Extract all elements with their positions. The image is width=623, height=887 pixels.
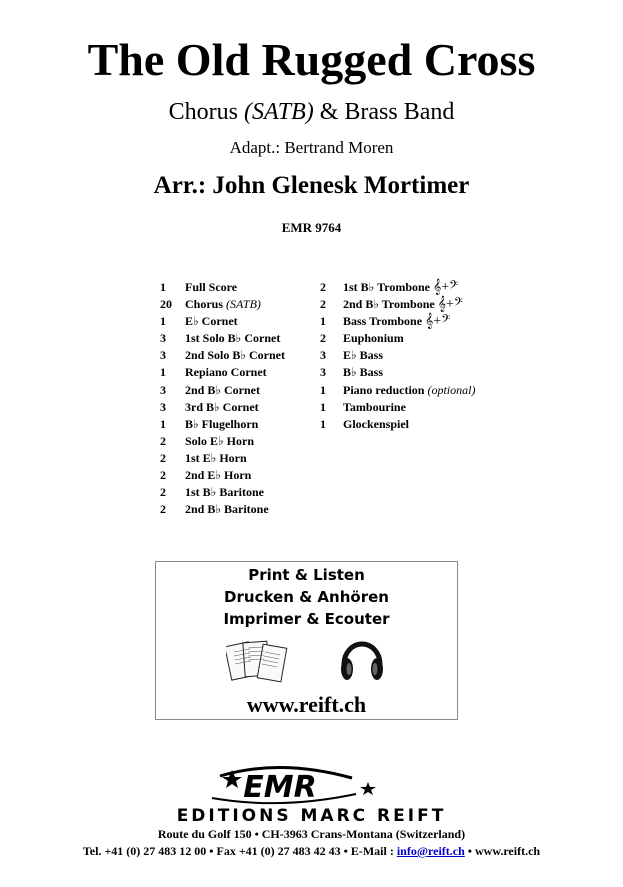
part-name bbox=[185, 399, 259, 416]
part-name bbox=[185, 279, 237, 296]
part-note: (SATB) bbox=[226, 297, 261, 312]
part-name bbox=[343, 347, 383, 364]
part-name bbox=[185, 296, 261, 313]
part-name-text: 1st Solo B♭ Cornet bbox=[185, 331, 281, 346]
part-name-text: Chorus bbox=[185, 297, 224, 312]
part-name bbox=[185, 484, 264, 501]
part-name-text: Tambourine bbox=[343, 399, 406, 414]
email-link[interactable]: info@reift.ch bbox=[396, 844, 465, 858]
part-name bbox=[185, 347, 285, 364]
part-name-text: 2nd B♭ Baritone bbox=[185, 502, 269, 517]
part-quantity: 2 bbox=[160, 502, 166, 517]
part-quantity: 2 bbox=[160, 485, 166, 500]
part-name bbox=[185, 416, 258, 433]
part-name bbox=[185, 467, 251, 484]
part-quantity: 1 bbox=[160, 280, 166, 294]
part-quantity: 3 bbox=[320, 365, 326, 380]
sheet-music-icon bbox=[226, 638, 288, 688]
part-name-text: Glockenspiel bbox=[343, 416, 410, 431]
part-quantity: 3 bbox=[160, 382, 166, 397]
part-quantity: 1 bbox=[320, 416, 326, 431]
print-listen-box[interactable] bbox=[155, 561, 458, 720]
subtitle-pre: Chorus bbox=[168, 99, 244, 125]
part-quantity: 1 bbox=[160, 365, 166, 380]
emr-logo bbox=[180, 764, 380, 806]
part-quantity: 1 bbox=[320, 314, 326, 329]
promo-line-english: Print & Listen bbox=[248, 566, 365, 584]
page-title: The Old Rugged Cross bbox=[87, 34, 536, 85]
part-name-text: Full Score bbox=[185, 280, 238, 294]
promo-url[interactable]: www.reift.ch bbox=[246, 692, 367, 717]
part-name bbox=[343, 296, 463, 313]
part-quantity: 3 bbox=[160, 348, 166, 363]
part-quantity: 3 bbox=[160, 399, 166, 414]
part-name bbox=[185, 330, 280, 347]
part-quantity: 1 bbox=[320, 399, 326, 414]
part-name-text: E♭ Cornet bbox=[185, 314, 238, 329]
part-name-text: B♭ Flugelhorn bbox=[185, 416, 259, 431]
part-name bbox=[185, 433, 254, 450]
part-quantity: 1 bbox=[160, 314, 166, 329]
part-name-text: Solo E♭ Horn bbox=[185, 433, 255, 448]
subtitle-voicing: (SATB) bbox=[243, 99, 314, 125]
part-name-text: 2nd B♭ Cornet bbox=[185, 382, 260, 397]
part-name bbox=[343, 399, 406, 416]
clef-icon: 𝄞+𝄢 bbox=[433, 280, 459, 295]
part-quantity: 3 bbox=[160, 331, 166, 346]
part-name-text: 2nd Solo B♭ Cornet bbox=[185, 348, 286, 363]
part-name-text: E♭ Bass bbox=[343, 348, 384, 363]
contact-website: • www.reift.ch bbox=[464, 844, 541, 858]
part-quantity: 2 bbox=[320, 297, 326, 312]
part-name-text: 1st B♭ Trombone bbox=[343, 280, 431, 294]
part-note: (optional) bbox=[427, 382, 476, 397]
part-name bbox=[185, 450, 247, 467]
part-name-text: 1st E♭ Horn bbox=[185, 450, 247, 465]
part-name-text: Euphonium bbox=[343, 331, 404, 346]
part-name-text: 1st B♭ Baritone bbox=[185, 485, 264, 500]
promo-line-german: Drucken & Anhören bbox=[224, 588, 389, 606]
clef-icon: 𝄞+𝄢 bbox=[437, 297, 463, 313]
part-name-text: Bass Trombone bbox=[343, 314, 423, 329]
part-quantity: 2 bbox=[160, 433, 166, 448]
catalog-number: EMR 9764 bbox=[281, 220, 342, 235]
subtitle bbox=[0, 97, 623, 127]
part-name-text: B♭ Bass bbox=[343, 365, 384, 380]
part-quantity: 2 bbox=[320, 331, 326, 346]
part-name bbox=[185, 382, 260, 399]
part-quantity: 3 bbox=[320, 348, 326, 363]
part-quantity: 2 bbox=[320, 280, 326, 294]
publisher-contact bbox=[0, 844, 623, 859]
part-quantity: 1 bbox=[160, 416, 166, 431]
publisher-address: Route du Golf 150 • CH-3963 Crans-Montana (Switzerland) bbox=[157, 827, 466, 841]
part-name bbox=[185, 313, 238, 330]
contact-phone-fax: Tel. +41 (0) 27 483 12 00 • Fax +41 (0) 27 483 42 43 • E-Mail : bbox=[82, 844, 397, 858]
part-name-text: 2nd E♭ Horn bbox=[185, 468, 252, 483]
clef-icon: 𝄞+𝄢 bbox=[425, 314, 451, 330]
headphones-icon bbox=[338, 634, 386, 684]
part-name-text: 2nd B♭ Trombone bbox=[343, 297, 435, 312]
arranger-credit: Arr.: John Glenesk Mortimer bbox=[153, 172, 470, 199]
part-quantity: 2 bbox=[160, 450, 166, 465]
adapter-credit: Adapt.: Bertrand Moren bbox=[229, 138, 394, 157]
promo-line-french: Imprimer & Ecouter bbox=[223, 610, 390, 628]
subtitle-post: & Brass Band bbox=[313, 99, 455, 125]
part-name-text: 3rd B♭ Cornet bbox=[185, 399, 259, 414]
part-quantity: 1 bbox=[320, 382, 326, 397]
part-name bbox=[343, 330, 404, 347]
publisher-name: EDITIONS MARC REIFT bbox=[176, 806, 447, 826]
part-name bbox=[343, 416, 409, 433]
logo-text: EMR bbox=[243, 770, 317, 805]
part-quantity: 20 bbox=[160, 297, 172, 312]
part-quantity: 2 bbox=[160, 468, 166, 483]
part-name bbox=[343, 382, 475, 399]
part-name bbox=[185, 501, 269, 518]
part-name bbox=[185, 364, 267, 381]
part-name bbox=[343, 364, 383, 381]
part-name-text: Piano reduction bbox=[343, 382, 425, 397]
part-name bbox=[343, 313, 450, 330]
part-name bbox=[343, 279, 458, 296]
part-name-text: Repiano Cornet bbox=[185, 365, 267, 380]
